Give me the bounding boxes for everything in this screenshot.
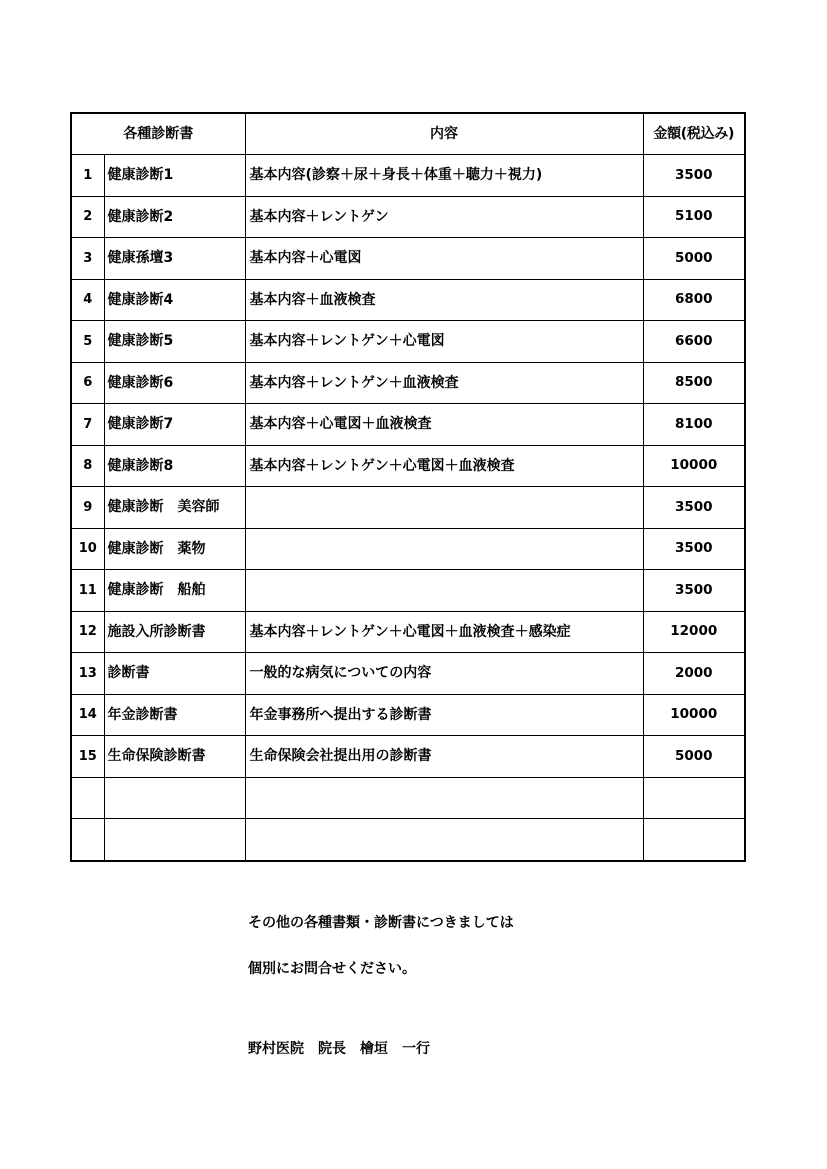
row-content: 基本内容＋血液検査 [245, 279, 643, 321]
row-number: 1 [71, 155, 104, 197]
table-row [71, 321, 745, 363]
row-number: 3 [71, 238, 104, 280]
header-certificate: 各種診断書 [71, 113, 245, 155]
row-number: 2 [71, 196, 104, 238]
row-amount: 5000 [643, 238, 745, 280]
row-number: 15 [71, 736, 104, 778]
table-row [71, 196, 745, 238]
row-content: 基本内容＋レントゲン＋心電図＋血液検査 [245, 445, 643, 487]
row-amount: 3500 [643, 570, 745, 612]
row-certificate-name: 健康診断 薬物 [104, 528, 245, 570]
row-number: 5 [71, 321, 104, 363]
table-row [71, 404, 745, 446]
row-content [245, 819, 643, 861]
row-number: 9 [71, 487, 104, 529]
row-number: 12 [71, 611, 104, 653]
table-row [71, 736, 745, 778]
row-number [71, 777, 104, 819]
row-amount: 6600 [643, 321, 745, 363]
row-content: 基本内容＋心電図＋血液検査 [245, 404, 643, 446]
row-content: 生命保険会社提出用の診断書 [245, 736, 643, 778]
note-line-2: 個別にお問合せください。 [248, 961, 416, 977]
table-row [71, 238, 745, 280]
header-amount: 金額(税込み) [643, 113, 745, 155]
row-certificate-name: 健康診断5 [104, 321, 245, 363]
table-row [71, 155, 745, 197]
row-amount: 6800 [643, 279, 745, 321]
row-content: 基本内容＋レントゲン＋心電図＋血液検査＋感染症 [245, 611, 643, 653]
price-table [70, 112, 746, 862]
row-amount: 2000 [643, 653, 745, 695]
row-certificate-name: 診断書 [104, 653, 245, 695]
row-content [245, 777, 643, 819]
table-row [71, 528, 745, 570]
row-number: 4 [71, 279, 104, 321]
row-certificate-name: 生命保険診断書 [104, 736, 245, 778]
row-amount: 8500 [643, 362, 745, 404]
row-amount: 5000 [643, 736, 745, 778]
row-amount: 3500 [643, 528, 745, 570]
row-amount [643, 777, 745, 819]
row-content: 一般的な病気についての内容 [245, 653, 643, 695]
row-certificate-name: 健康診断 美容師 [104, 487, 245, 529]
row-number: 8 [71, 445, 104, 487]
row-content: 基本内容＋レントゲン＋心電図 [245, 321, 643, 363]
row-number: 10 [71, 528, 104, 570]
row-amount: 8100 [643, 404, 745, 446]
table-row [71, 653, 745, 695]
row-content: 年金事務所へ提出する診断書 [245, 694, 643, 736]
row-amount: 3500 [643, 155, 745, 197]
table-row [71, 570, 745, 612]
row-certificate-name: 健康診断8 [104, 445, 245, 487]
row-amount: 5100 [643, 196, 745, 238]
row-content: 基本内容＋レントゲン [245, 196, 643, 238]
row-amount [643, 819, 745, 861]
row-certificate-name: 健康診断4 [104, 279, 245, 321]
row-amount: 3500 [643, 487, 745, 529]
row-number [71, 819, 104, 861]
row-number: 13 [71, 653, 104, 695]
row-certificate-name: 施設入所診断書 [104, 611, 245, 653]
row-certificate-name [104, 777, 245, 819]
row-content: 基本内容＋心電図 [245, 238, 643, 280]
row-number: 11 [71, 570, 104, 612]
table-header-row [71, 113, 745, 155]
table-body [71, 155, 745, 861]
row-content: 基本内容(診察＋尿＋身長＋体重＋聴力＋視力) [245, 155, 643, 197]
row-number: 7 [71, 404, 104, 446]
signature: 野村医院 院長 檜垣 一行 [248, 1041, 430, 1057]
row-content [245, 487, 643, 529]
row-content [245, 570, 643, 612]
row-amount: 12000 [643, 611, 745, 653]
note-line-1: その他の各種書類・診断書につきましては [248, 915, 514, 931]
header-content: 内容 [245, 113, 643, 155]
table-row [71, 694, 745, 736]
table-row [71, 611, 745, 653]
row-certificate-name [104, 819, 245, 861]
row-certificate-name: 健康診断2 [104, 196, 245, 238]
notes [248, 913, 514, 1005]
row-content: 基本内容＋レントゲン＋血液検査 [245, 362, 643, 404]
row-certificate-name: 健康診断7 [104, 404, 245, 446]
row-amount: 10000 [643, 445, 745, 487]
table-row [71, 487, 745, 529]
row-certificate-name: 健康診断1 [104, 155, 245, 197]
table-row [71, 362, 745, 404]
row-certificate-name: 年金診断書 [104, 694, 245, 736]
row-number: 6 [71, 362, 104, 404]
row-number: 14 [71, 694, 104, 736]
row-certificate-name: 健康孫壇3 [104, 238, 245, 280]
row-certificate-name: 健康診断6 [104, 362, 245, 404]
row-amount: 10000 [643, 694, 745, 736]
table-row [71, 819, 745, 861]
row-content [245, 528, 643, 570]
table-row [71, 279, 745, 321]
table-row [71, 445, 745, 487]
row-certificate-name: 健康診断 船舶 [104, 570, 245, 612]
table-row [71, 777, 745, 819]
